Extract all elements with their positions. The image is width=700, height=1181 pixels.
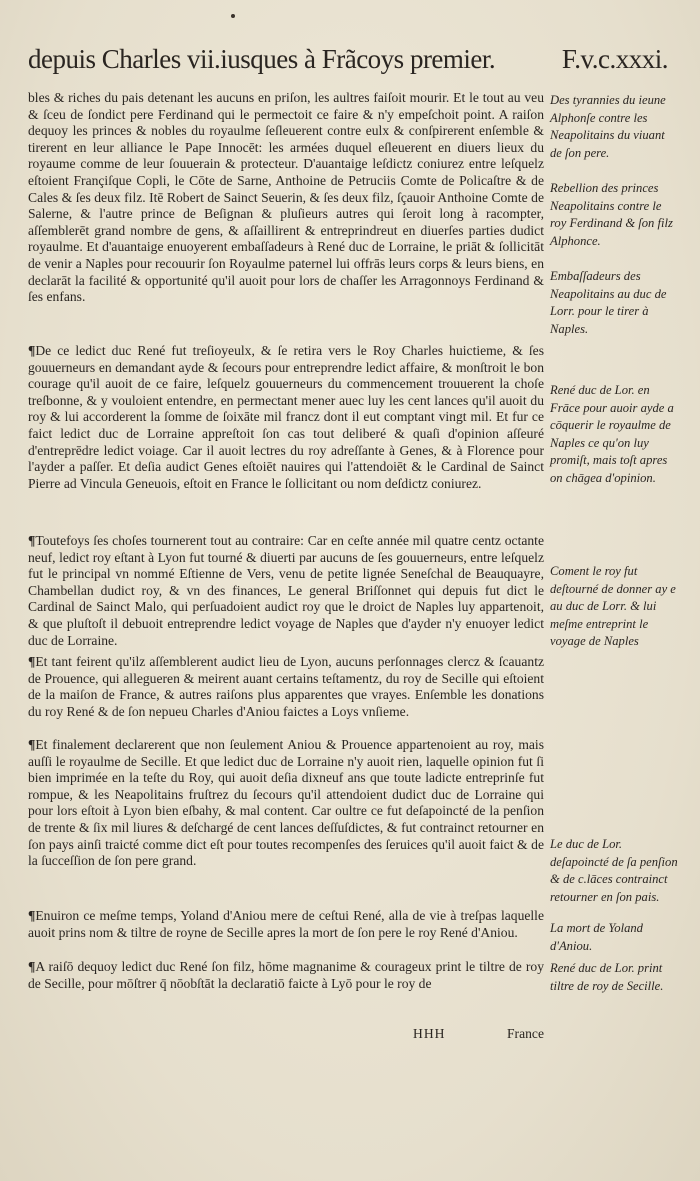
header-title: depuis Charles vii.iusques à Frãcoys premier.: [28, 44, 496, 74]
paragraph-3: [28, 533, 544, 649]
margin-note-rene-in-france: René duc de Lor. en Frāce pour auoir ayde a cōquerir le royaulme de Naples ce qu'on luy promiſt, mais toſt apres on chāgea d'opinion.: [550, 383, 674, 485]
paragraph-3-text: Toutefoys ſes choſes tournerent tout au contraire: Car en ceſte année mil quatre centz octante neuf, ledict roy eſtant à Lyon fut tourné & diuerti par aucuns de ſes gouuerneurs, entre leſquelz fut le principal vn nommé Eſtienne de Vers, venu de petite lignée Seneſchal de Beauquayre, Chambellan dudict roy, & vn des finances, Le general Briſſonnet qui depuis fut dict le Cardinal de Sainct Malo, qui perſuadoient audict roy que le droict de Naples luy appartenoit, & que pluſtoſt il debuoit entreprendre ledict voyage de Naples que d'ayder n'y enuoyer ledict duc de Lorraine.: [28, 533, 544, 648]
signature-mark: HHH: [413, 1026, 446, 1041]
paragraph-1-text: bles & riches du pais detenant les aucuns en priſon, les aultres faiſoit mourir. Et le tout au veu & ſceu de ſondict pere Ferdinand qui le permectoit ce faire & n'y empeſchoit point. A raiſon dequoy les princes & nobles du royaulme ſeſleuerent contre eulx & conſpirerent enſemble & tirerent en leur alliance le Pape Innocēt: les armées duquel eſleuerent en diuers lieux du royaume comme de leur ſouuerain & protecteur. D'auantaige leſdictz coniurez entre leſquelz eſtoient Françiſque Copli, le Cōte de Sarne, Anthoine de Petruciis Comte de Policaſtre & de Cales & ſes deux filz. Itē Robert de Sainct Seuerin, & ſes deux filz, ſçauoir Anthoine Comte de Salerne, & l'autre prince de Beſignan & pluſieurs autres qui ſeroit long à racompter, aſſemblerēt grand nombre de gens, & aſſaillirent & entreprindreut en diuerſes parties dudict royaulme. Et d'auantaige enuoyerent embaſſadeurs à René duc de Lorraine, le priāt & ſollicitāt de venir a Naples pour recouurir ſon Royaulme paternel lui offrās leurs corps & leurs biens, en declarāt la facilité & opportunité qu'il auoit pour lors de chaſſer les Arragonnoys Ferdinand & ſes enfans.: [28, 90, 544, 305]
paragraph-1: [28, 90, 544, 306]
folio-number: F.v.c.xxxi.: [561, 44, 668, 74]
margin-note-rebellion: Rebellion des princes Neapolitains contre le roy Ferdinand & ſon filz Alphonce.: [550, 181, 673, 248]
paragraph-7-text: A raiſō dequoy ledict duc René ſon filz, hōme magnanime & courageux print le tiltre de roy de Secille, pour mōſtrer q̄ nōobſtāt la declaratiō faicte à Lyō pour le roy de: [28, 959, 544, 991]
margin-note-pension: Le duc de Lor. deſapoincté de ſa penſion & de c.lāces contrainct retourner en ſon pais.: [550, 837, 678, 904]
pilcrow-icon: ¶: [28, 654, 36, 669]
pilcrow-icon: ¶: [28, 343, 36, 358]
margin-note-death-yoland: La mort de Yoland d'Aniou.: [550, 921, 643, 953]
paragraph-2: [28, 343, 544, 492]
pilcrow-icon: ¶: [28, 959, 36, 974]
paragraph-2-text: De ce ledict duc René fut treſioyeulx, & ſe retira vers le Roy Charles huictieme, & ſes gouuerneurs en demandant ayde & ſecours pour entreprendre ledict affaire, & monſtroit le bon courage qu'il auoit de ce faire, leſquelz gouuerneurs du commencement trouuerent la choſe treſbonne, & y vouloient entendre, en permectant mener auec luy les cent lances qu'il auoit du roy & lui accorderent la ſomme de ſoixāte mil francz dont il eut comptant vingt mil. Et fur ce faict ledict duc de Lorraine appreſtoit ſon cas tout deliberé & quaſi d'opinion aſſeuré d'entreprēdre ledict voiage. Car il auoit lectres du roy adreſſante à Genes, & à Florence pour l'ayder a paſſer. Et deſia audict Genes eſtoiēt nauires qui l'attendoiēt & le Cardinal de Sainct Pierre ad Vincula Geneuois, eſtoit en France le ſollicitant ou nom deſdictz coniurez.: [28, 343, 544, 491]
catchword: France: [507, 1026, 544, 1041]
pilcrow-icon: ¶: [28, 908, 36, 923]
paragraph-4: [28, 654, 544, 720]
paragraph-6: [28, 908, 544, 941]
pilcrow-icon: ¶: [28, 737, 36, 752]
margin-note-king-of-sicily: René duc de Lor. print tiltre de roy de Secille.: [550, 961, 664, 993]
margin-note-king-diverted: Coment le roy fut deſtourné de donner ay e au duc de Lorr. & lui meſme entreprint le voyage de Naples: [550, 564, 676, 648]
running-header: [28, 44, 668, 75]
paragraph-4-text: Et tant feirent qu'ilz aſſemblerent audict lieu de Lyon, aucuns perſonnages clercz & ſcauantz de Prouence, qui allegueren & meirent auant certains teſtamentz, du roy de Secille qui eſtoient de la maiſon de France, & autres raiſons plus apparentes que vrayes. Enſemble les donations du roy René & de ſon nepueu Charles d'Aniou faictes a Loys vnſieme.: [28, 654, 544, 719]
pilcrow-icon: ¶: [28, 533, 36, 548]
ink-dot: [231, 14, 235, 18]
margin-note-tyrannies: Des tyrannies du ieune Alphonſe contre les Neapolitains du viuant de ſon pere.: [550, 93, 666, 160]
paragraph-5: [28, 737, 544, 870]
paragraph-6-text: Enuiron ce meſme temps, Yoland d'Aniou mere de ceſtui René, alla de vie à treſpas laquelle auoit prins nom & tiltre de royne de Secille apres la mort de ſon pere le roy René d'Aniou.: [28, 908, 544, 940]
paragraph-7: [28, 959, 544, 992]
paragraph-5-text: Et finalement declarerent que non ſeulement Aniou & Prouence appartenoient au roy, mais auſſi le royaulme de Secille. Et que ledict duc de Lorraine n'y auoit rien, laquelle opinion fut ſi bien imprimée en la teſte du Roy, qui auoit deſia dixneuf ans que toute ladicte entreprinſe fut rompue, & les Neapolitains fruſtrez du ſecours qu'il attendoient dudict duc de Lorraine qui pour lors eſtoit à Lyon bien eſbahy, & mal content. Car oultre ce fut deſapoincté de la penſion de trente & ſix mil liures & deſchargé de cent lances deſſuſdictes, & fut contrainct retourner en ſon pays ainſi traicté comme dict eſt pour toutes recompenſes des ſeruices qu'il auoit faict & de la ſucceſſion de ſon pere grand.: [28, 737, 544, 869]
margin-note-embassadors: Embaſſadeurs des Neapolitains au duc de Lorr. pour le tirer à Naples.: [550, 269, 667, 336]
